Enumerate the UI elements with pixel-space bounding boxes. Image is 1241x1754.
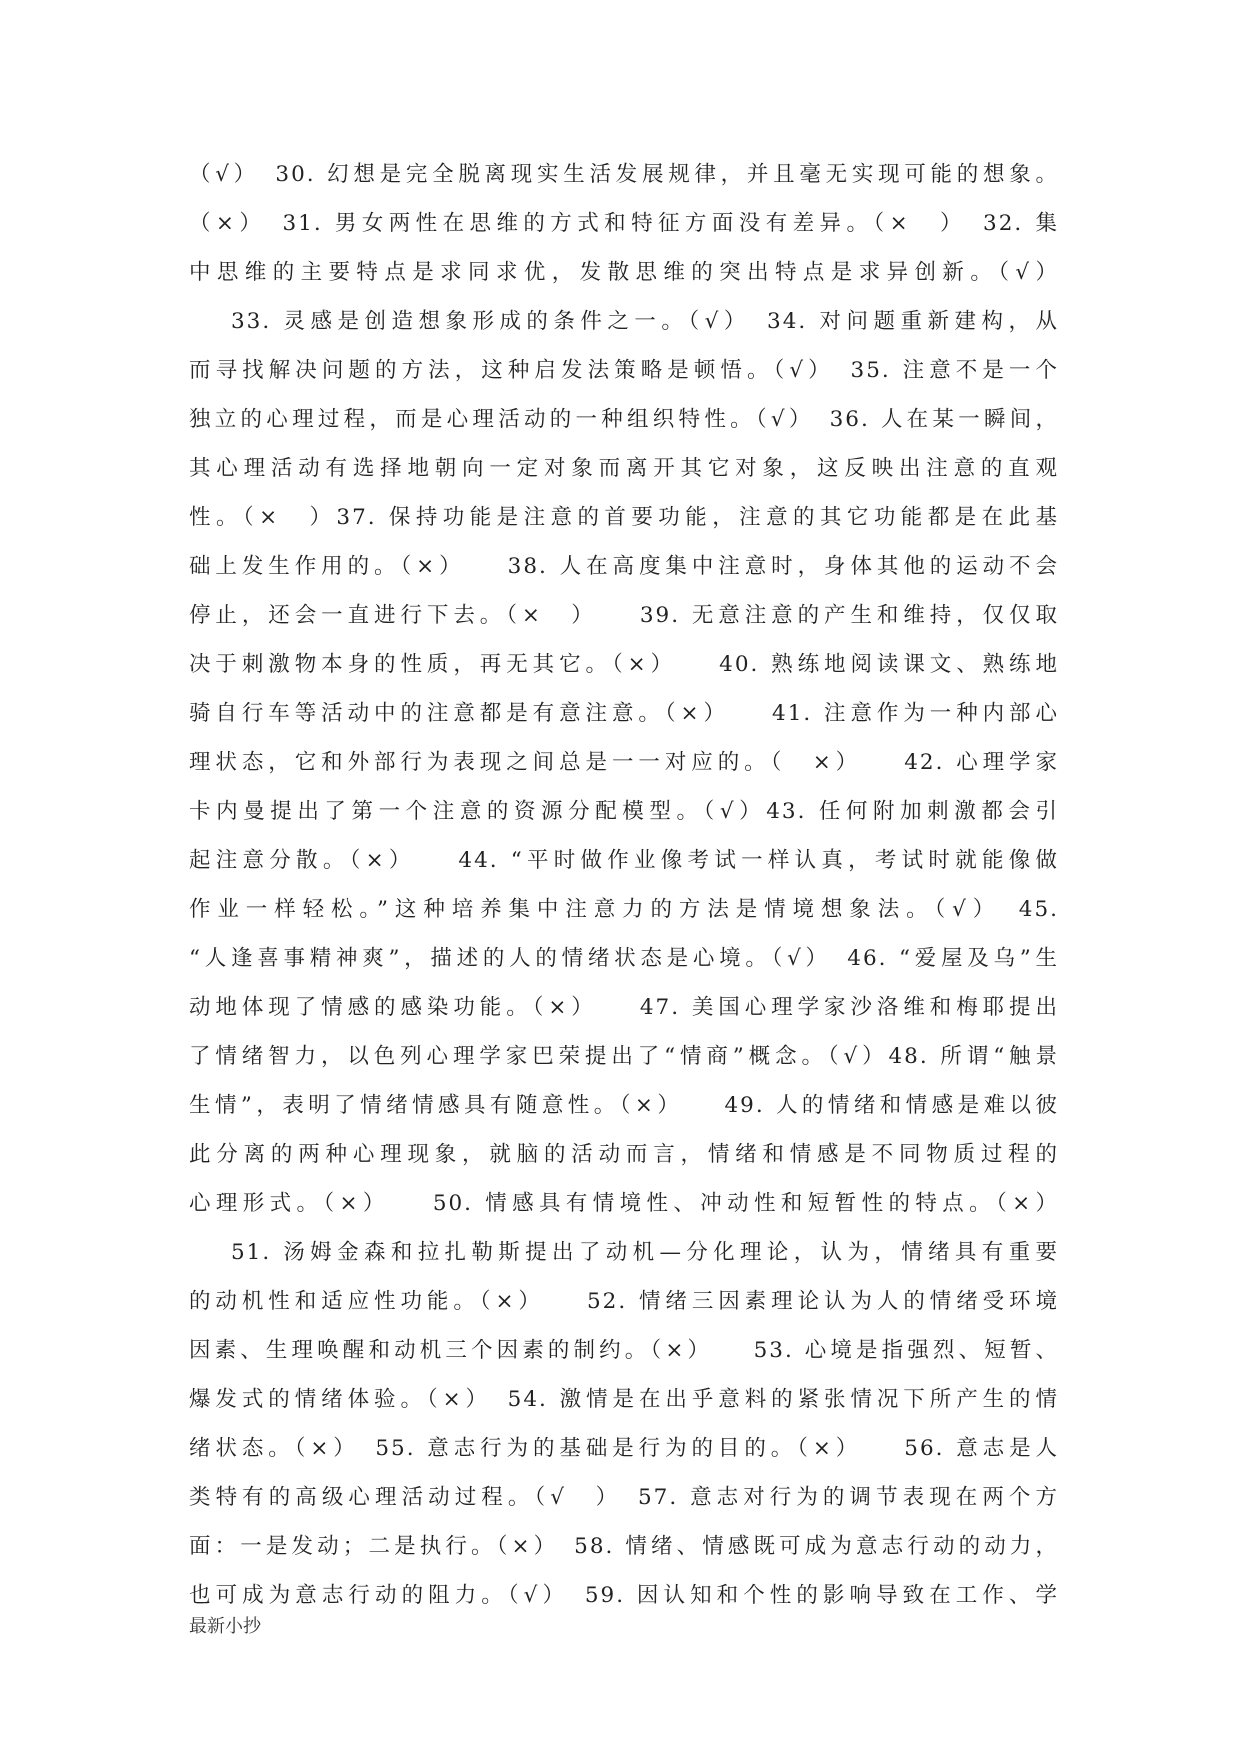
text-line: 决于刺激物本身的性质，再无其它。（×） 40. 熟练地阅读课文、熟练地 bbox=[189, 652, 1059, 677]
page-footer: 最新小抄 bbox=[189, 1616, 261, 1637]
text-line: 础上发生作用的。（×） 38. 人在高度集中注意时，身体其他的运动不会 bbox=[189, 554, 1059, 579]
text-line: 停止，还会一直进行下去。（× ） 39. 无意注意的产生和维持，仅仅取 bbox=[189, 603, 1059, 628]
text-line: 卡内曼提出了第一个注意的资源分配模型。（√）43. 任何附加刺激都会引 bbox=[189, 799, 1059, 824]
text-line: 爆发式的情绪体验。（×） 54. 激情是在出乎意料的紧张情况下所产生的情 bbox=[189, 1387, 1059, 1412]
text-line: 作业一样轻松。”这种培养集中注意力的方法是情境想象法。（√） 45. bbox=[189, 897, 1059, 922]
text-line: 类特有的高级心理活动过程。（√ ） 57. 意志对行为的调节表现在两个方 bbox=[189, 1485, 1059, 1510]
text-line: 因素、生理唤醒和动机三个因素的制约。（×） 53. 心境是指强烈、短暂、 bbox=[189, 1338, 1059, 1363]
text-line: 而寻找解决问题的方法，这种启发法策略是顿悟。（√） 35. 注意不是一个 bbox=[189, 358, 1059, 383]
text-line: 起注意分散。（×） 44. “平时做作业像考试一样认真，考试时就能像做 bbox=[189, 848, 1059, 873]
text-line: （√） 30. 幻想是完全脱离现实生活发展规律，并且毫无实现可能的想象。 bbox=[189, 162, 1059, 187]
text-line: （×） 31. 男女两性在思维的方式和特征方面没有差异。（× ） 32. 集 bbox=[189, 211, 1059, 236]
text-line: 骑自行车等活动中的注意都是有意注意。（×） 41. 注意作为一种内部心 bbox=[189, 701, 1059, 726]
body-text bbox=[189, 150, 1059, 1620]
text-line: 33. 灵感是创造想象形成的条件之一。（√） 34. 对问题重新建构，从 bbox=[231, 309, 1059, 334]
text-line: 了情绪智力，以色列心理学家巴荣提出了“情商”概念。（√）48. 所谓“触景 bbox=[189, 1044, 1059, 1069]
text-line: 此分离的两种心理现象，就脑的活动而言，情绪和情感是不同物质过程的 bbox=[189, 1142, 1059, 1167]
text-line: 面：一是发动；二是执行。（×） 58. 情绪、情感既可成为意志行动的动力， bbox=[189, 1534, 1059, 1559]
text-line: 理状态，它和外部行为表现之间总是一一对应的。（ ×） 42. 心理学家 bbox=[189, 750, 1059, 775]
text-line: 也可成为意志行动的阻力。（√） 59. 因认知和个性的影响导致在工作、学 bbox=[189, 1583, 1059, 1608]
text-line: 绪状态。（×） 55. 意志行为的基础是行为的目的。（×） 56. 意志是人 bbox=[189, 1436, 1059, 1461]
text-line: 心理形式。（×） 50. 情感具有情境性、冲动性和短暂性的特点。（×） bbox=[189, 1191, 1059, 1216]
text-line: 生情”，表明了情绪情感具有随意性。（×） 49. 人的情绪和情感是难以彼 bbox=[189, 1093, 1059, 1118]
text-line: 其心理活动有选择地朝向一定对象而离开其它对象，这反映出注意的直观 bbox=[189, 456, 1059, 481]
text-line: 的动机性和适应性功能。（×） 52. 情绪三因素理论认为人的情绪受环境 bbox=[189, 1289, 1059, 1314]
text-line: 51. 汤姆金森和拉扎勒斯提出了动机—分化理论，认为，情绪具有重要 bbox=[231, 1240, 1059, 1265]
text-line: 性。（× ）37. 保持功能是注意的首要功能，注意的其它功能都是在此基 bbox=[189, 505, 1059, 530]
text-line: “人逢喜事精神爽”，描述的人的情绪状态是心境。（√） 46. “爱屋及乌”生 bbox=[189, 946, 1059, 971]
text-line: 动地体现了情感的感染功能。（×） 47. 美国心理学家沙洛维和梅耶提出 bbox=[189, 995, 1059, 1020]
text-line: 中思维的主要特点是求同求优，发散思维的突出特点是求异创新。（√） bbox=[189, 260, 1059, 285]
text-line: 独立的心理过程，而是心理活动的一种组织特性。（√） 36. 人在某一瞬间， bbox=[189, 407, 1059, 432]
